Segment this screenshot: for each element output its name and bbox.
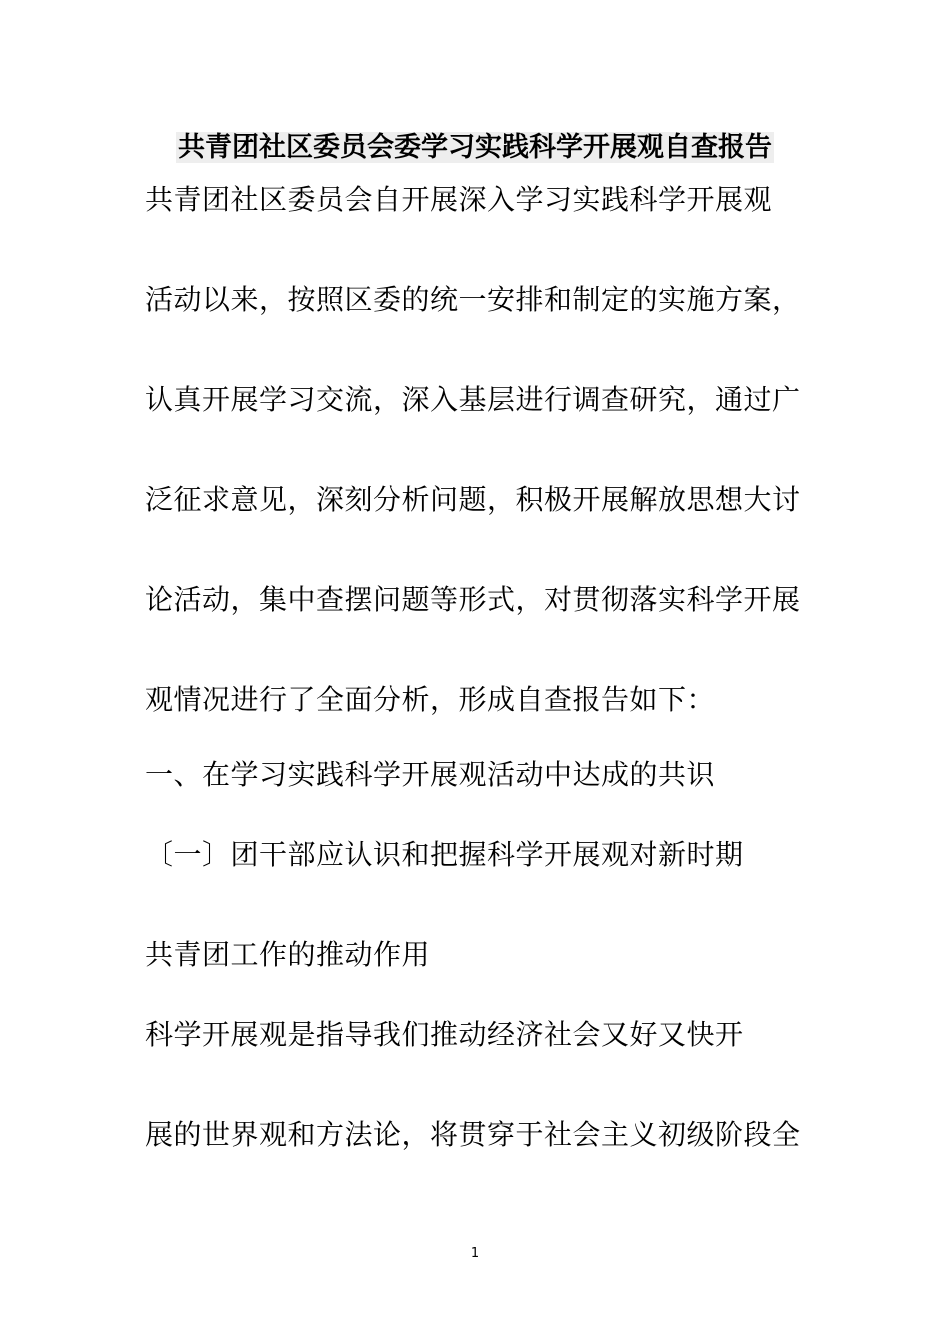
body-line-7: 科学开展观是指导我们推动经济社会又好又快开 <box>145 1018 744 1051</box>
subsection-heading-1: 〔一〕团干部应认识和把握科学开展观对新时期 <box>145 838 744 871</box>
body-line-1: 共青团社区委员会自开展深入学习实践科学开展观 <box>145 183 773 216</box>
body-line-2: 活动以来，按照区委的统一安排和制定的实施方案， <box>145 283 801 316</box>
body-line-3: 认真开展学习交流，深入基层进行调查研究，通过广 <box>145 383 801 416</box>
section-heading-1: 一、在学习实践科学开展观活动中达成的共识 <box>145 758 716 791</box>
body-line-4: 泛征求意见，深刻分析问题，积极开展解放思想大讨 <box>145 483 801 516</box>
document-title-text: 共青团社区委员会委学习实践科学开展观自查报告 <box>178 132 772 163</box>
body-line-8: 展的世界观和方法论，将贯穿于社会主义初级阶段全 <box>145 1118 801 1151</box>
document-title <box>145 128 805 168</box>
page-number: 1 <box>470 1246 480 1261</box>
subsection-heading-1-cont: 共青团工作的推动作用 <box>145 938 431 971</box>
body-line-5: 论活动，集中查摆问题等形式，对贯彻落实科学开展 <box>145 583 801 616</box>
body-line-6: 观情况进行了全面分析，形成自查报告如下： <box>145 683 716 716</box>
